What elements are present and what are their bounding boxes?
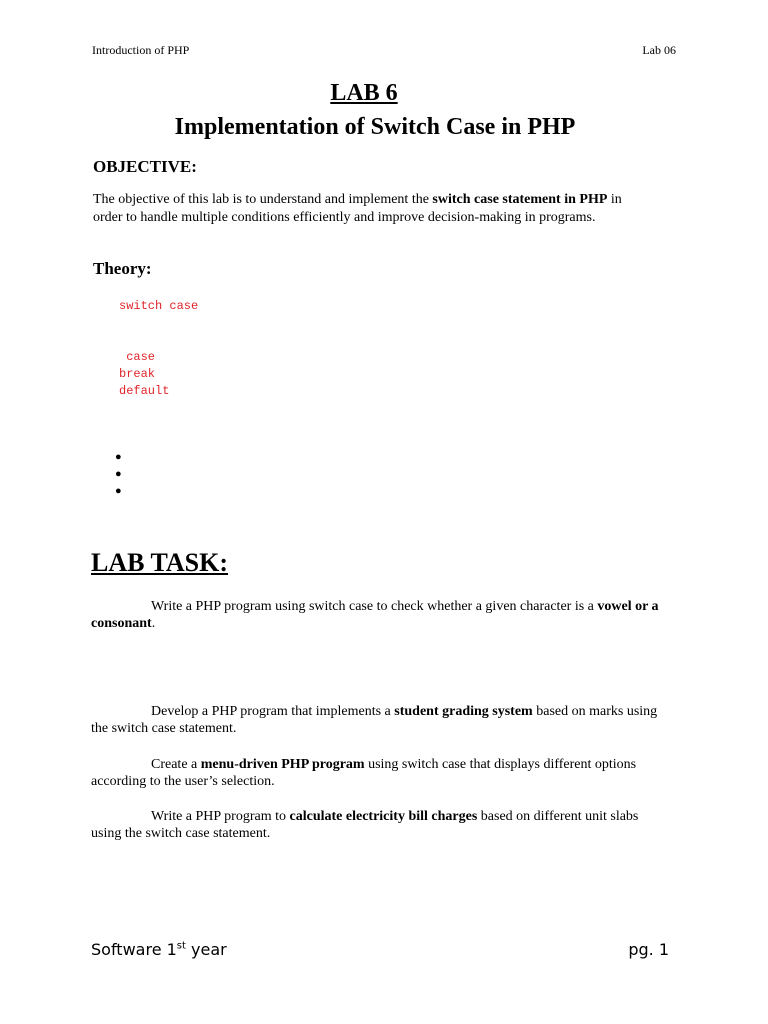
objective-paragraph (93, 191, 653, 227)
bullet-item: ● (115, 451, 122, 463)
theory-heading: Theory: (93, 259, 152, 278)
page-title: Implementation of Switch Case in PHP (174, 114, 576, 140)
task-2: Develop a PHP program that implements a student grading system based on marks using the switch case statement. (91, 704, 658, 736)
lab-task-heading: LAB TASK: (91, 548, 229, 577)
task-3: Create a menu-driven PHP program using switch case that displays different options according to the user’s selection. (91, 757, 637, 789)
objective-heading: OBJECTIVE: (93, 157, 197, 176)
footer-left: Software 1st year (91, 940, 227, 959)
header-left: Introduction of PHP (92, 43, 190, 57)
bullet-item: ● (115, 485, 122, 497)
code-case: case (119, 350, 156, 364)
task-1: Write a PHP program using switch case to check whether a given character is a vowel or a consonant. (91, 599, 659, 631)
bullet-item: ● (115, 468, 122, 480)
objective-bold-1: switch case statement in PHP (432, 192, 608, 207)
task-4: Write a PHP program to calculate electricity bill charges based on different unit slabs using the switch case statement. (91, 809, 639, 841)
page-number: pg. 1 (628, 940, 669, 959)
objective-text-2: in order to handle multiple conditions efficiently and improve decision-making in programs. (93, 192, 622, 225)
objective-text-1: The objective of this lab is to understand and implement the (93, 192, 433, 207)
code-default: default (119, 384, 170, 398)
code-switch-case: switch case (119, 299, 199, 313)
code-break: break (119, 367, 156, 381)
header-right: Lab 06 (642, 43, 676, 57)
lab-number: LAB 6 (330, 80, 398, 106)
